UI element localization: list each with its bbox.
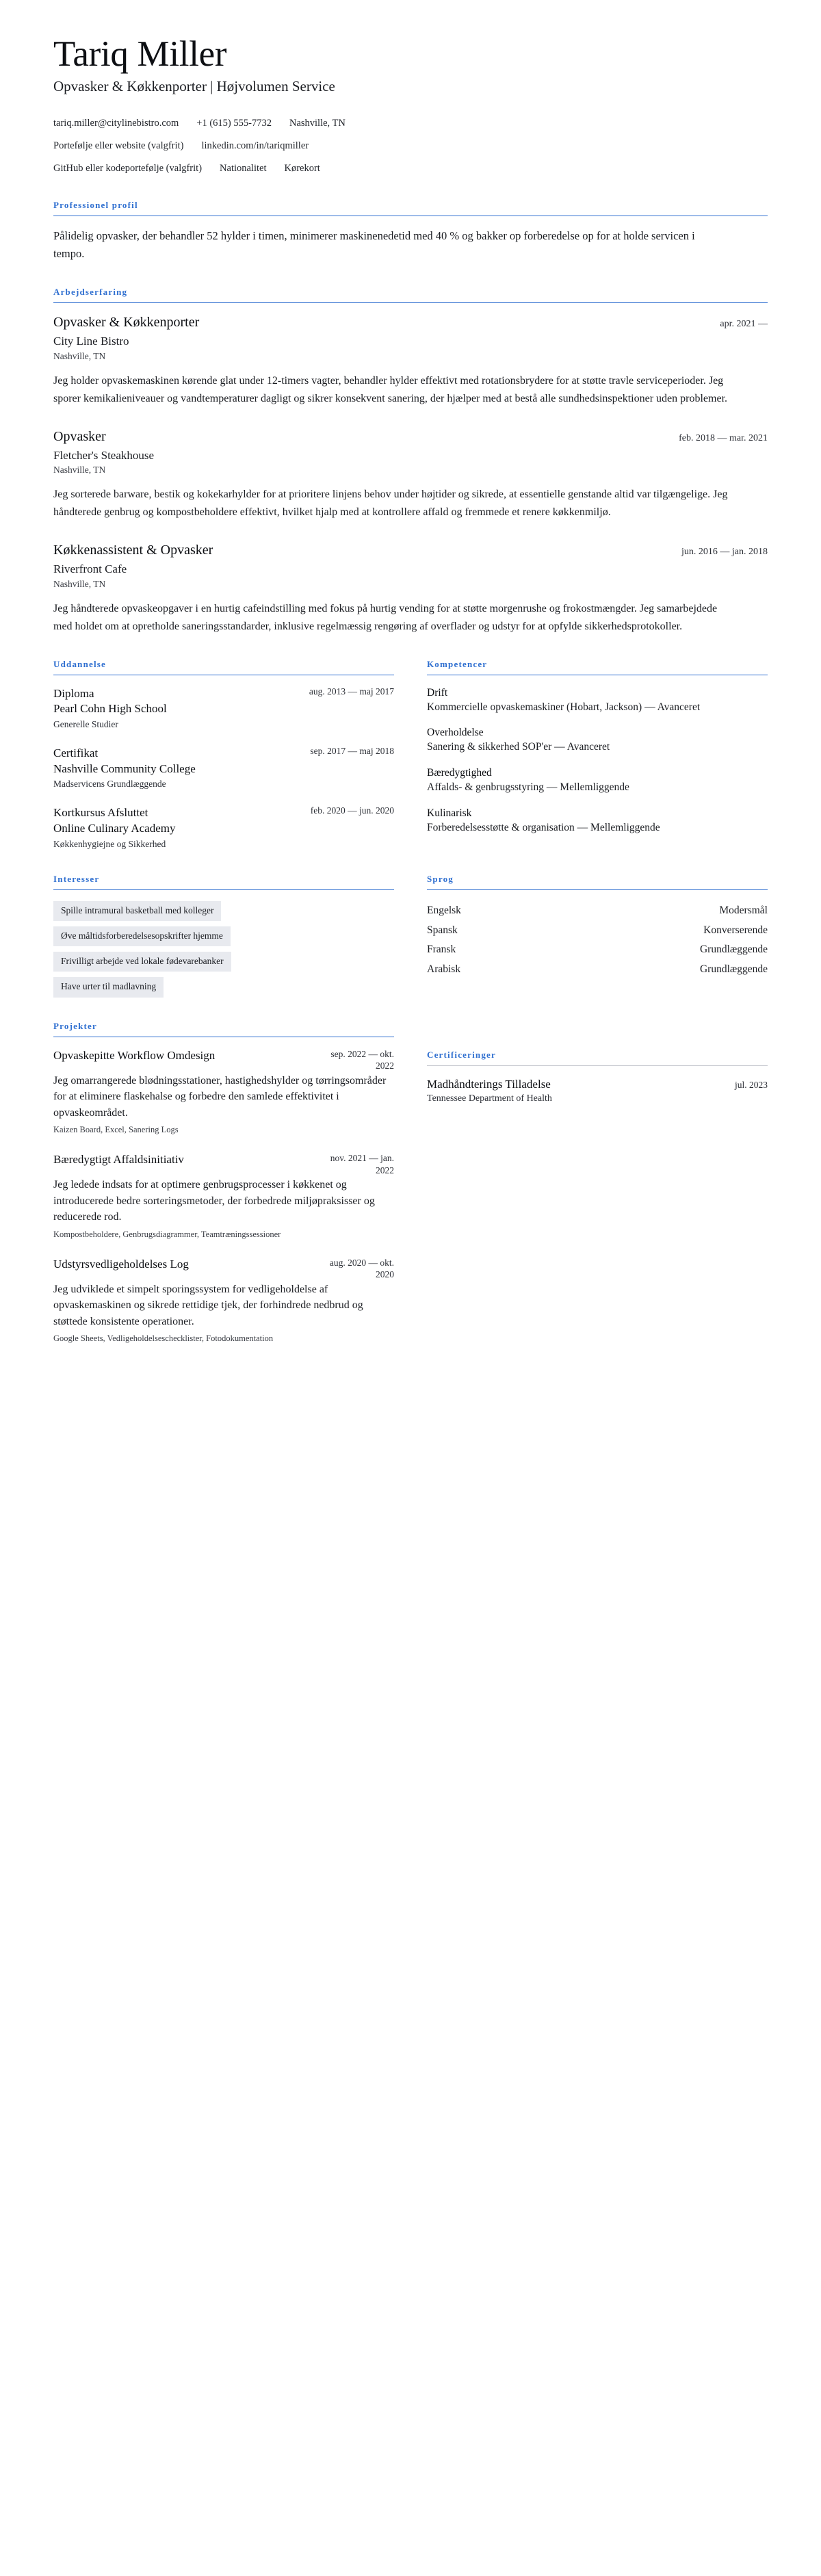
skill-category: Bæredygtighed [427,767,492,779]
experience-item-header [53,542,768,559]
contact-line-primary [53,116,768,131]
experience-location: Nashville, TN [53,350,106,361]
project-item [53,1257,394,1345]
education-item-header [53,686,394,731]
skills-list [427,686,768,835]
experience-location: Nashville, TN [53,465,106,476]
experience-role: Opvasker & Køkkenporter [53,315,200,330]
column-left-interests [53,874,394,998]
skill-detail: Kommercielle opvaskemaskiner (Hobart, Jackson) — Avanceret [427,701,701,713]
language-name: Spansk [427,924,458,936]
candidate-name: Tariq Miller [53,34,227,74]
experience-description: Jeg håndterede opvaskeopgaver i en hurtig cafeindstilling med fokus på hurtig vending for at støtte morgenrushe og frokostmængder. Jeg samarbejdede med holdet om at opretholde saneringsstandarder, inklusive regelmæssig rengøring af overflader og udstyr for at opfylde sikkerhedsprotokoller. [53,602,718,632]
language-level: Grundlæggende [699,944,768,956]
columns-projects-certifications [53,1021,768,1345]
experience-item-header [53,314,768,331]
education-main [53,746,300,790]
interest-chip: Spille intramural basketball med kolleger [53,901,221,921]
skill-detail: Forberedelsesstøtte & organisation — Mellemliggende [427,822,660,834]
experience-location: Nashville, TN [53,578,106,589]
education-school: Pearl Cohn High School [53,702,167,716]
contact-nationality: Nationalitet [220,162,267,174]
education-date: feb. 2020 — jun. 2020 [310,805,394,816]
education-degree: Diploma [53,686,94,700]
project-item [53,1048,394,1136]
contact-location: Nashville, TN [289,118,346,129]
education-item [53,805,394,850]
education-list [53,686,394,850]
language-row [427,940,768,960]
contact-line-secondary [53,139,768,154]
language-row [427,901,768,921]
experience-description: Jeg holder opvaskemaskinen kørende glat under 12-timers vagter, behandler hylder effektivt med rotationsbrydere for at støtte travle serviceperioder. Jeg sporer kemikalieniveauer og vandtemperaturer dagligt og sikrer konsekvent sanering, der hjælper med at bestå alle sundhedsinspektioner uden problemer. [53,374,728,404]
interest-chip: Øve måltidsforberedelsesopskrifter hjemme [53,926,231,946]
project-description: Jeg omarrangerede blødningsstationer, hastighedshylder og tørringsområder for at eliminere flaskehalse og forbedre den samlede effektivitet i opvaskeområdet. [53,1074,387,1119]
language-name: Engelsk [427,904,461,916]
contact-phone[interactable]: +1 (615) 555-7732 [196,118,272,129]
experience-item [53,428,768,522]
interest-chip: Have urter til madlavning [53,977,164,997]
section-heading-languages: Sprog [427,874,768,890]
education-school: Online Culinary Academy [53,822,176,835]
certification-issuer: Tennessee Department of Health [427,1093,552,1104]
language-level: Grundlæggende [699,963,768,975]
contact-driving-license: Kørekort [284,162,320,174]
project-item-header [53,1152,394,1176]
languages-list [427,901,768,979]
certification-date: jul. 2023 [734,1079,768,1090]
section-heading-skills: Kompetencer [427,659,768,675]
column-right-languages [427,874,768,979]
skill-category: Drift [427,686,448,699]
interest-chip: Frivilligt arbejde ved lokale fødevarebanker [53,952,231,972]
experience-role: Køkkenassistent & Opvasker [53,543,213,558]
project-description: Jeg ledede indsats for at optimere genbrugsprocesser i køkkenet og introducerede bedre sorteringsmetoder, der forbedrede miljøpraksisser og reducerede rod. [53,1179,375,1223]
education-item [53,746,394,790]
section-projects [53,1021,394,1345]
section-education [53,659,394,850]
education-date: aug. 2013 — maj 2017 [309,686,394,697]
contact-email[interactable]: tariq.miller@citylinebistro.com [53,118,179,129]
experience-company: Riverfront Cafe [53,562,127,576]
experience-item [53,542,768,636]
profile-summary-text: Pålidelig opvasker, der behandler 52 hylder i timen, minimerer maskinenedetid med 40 % og bakker op forberedelse op for at holde servicen i tempo. [53,229,695,261]
experience-company: City Line Bistro [53,335,129,348]
contact-linkedin[interactable]: linkedin.com/in/tariqmiller [201,140,309,152]
project-date: nov. 2021 — jan. 2022 [330,1153,394,1175]
language-row [427,921,768,941]
experience-company: Fletcher's Steakhouse [53,448,155,462]
contact-line-tertiary [53,161,768,177]
section-skills [427,659,768,835]
skill-item [427,726,768,755]
section-heading-projects: Projekter [53,1021,394,1037]
skill-detail: Sanering & sikkerhed SOP'er — Avanceret [427,741,610,753]
education-main [53,805,301,850]
language-row [427,960,768,980]
column-right-skills [427,659,768,835]
education-date: sep. 2017 — maj 2018 [310,746,394,757]
section-heading-profile: Professionel profil [53,200,768,216]
resume-header [53,36,768,177]
skill-item [427,686,768,715]
project-name: Udstyrsvedligeholdelses Log [53,1257,189,1271]
candidate-headline: Opvasker & Køkkenporter | Højvolumen Service [53,78,335,95]
columns-education-skills [53,659,768,850]
education-item [53,686,394,731]
section-heading-interests: Interesser [53,874,394,890]
project-tools: Google Sheets, Vedligeholdelseschecklister, Fotodokumentation [53,1333,274,1344]
projects-list [53,1048,394,1345]
education-field: Køkkenhygiejne og Sikkerhed [53,838,166,849]
project-name: Opvaskepitte Workflow Omdesign [53,1048,216,1062]
certification-name: Madhåndterings Tilladelse [427,1077,551,1091]
section-heading-certifications: Certificeringer [427,1050,768,1066]
skill-category: Overholdelse [427,727,484,739]
skill-item [427,766,768,795]
section-certifications [427,1050,768,1106]
education-main [53,686,300,731]
skill-detail: Affalds- & genbrugsstyring — Mellemliggende [427,781,629,794]
experience-item [53,314,768,408]
education-field: Madservicens Grundlæggende [53,779,166,790]
interests-list [53,901,394,998]
certification-item [427,1077,768,1106]
experience-list [53,314,768,636]
experience-date: apr. 2021 — [720,319,768,330]
education-degree: Kortkursus Afsluttet [53,806,148,820]
project-item [53,1152,394,1240]
columns-interests-languages [53,874,768,998]
language-name: Fransk [427,944,456,956]
project-tools: Kaizen Board, Excel, Sanering Logs [53,1125,179,1135]
project-item-header [53,1048,394,1072]
education-item-header [53,746,394,790]
section-profile [53,200,768,263]
section-heading-experience: Arbejdserfaring [53,287,768,303]
section-interests [53,874,394,998]
experience-role: Opvasker [53,428,106,444]
section-experience [53,287,768,636]
language-name: Arabisk [427,963,461,975]
section-languages [427,874,768,979]
education-degree: Certifikat [53,746,99,760]
experience-description: Jeg sorterede barware, bestik og kokekarhylder for at prioritere linjens behov under højtider og sikrede, at essentielle genstande altid var tilgængelige. Jeg håndterede genbrug og kompostbeholdere effektivt, hvilket hjalp med at kontrollere affald og fremmede et renere køkkenmiljø. [53,489,728,519]
contact-portfolio[interactable]: Portefølje eller website (valgfrit) [53,140,184,152]
certification-item-header [427,1077,768,1092]
language-level: Modersmål [719,904,768,916]
contact-github[interactable]: GitHub eller kodeportefølje (valgfrit) [53,162,203,174]
education-school: Nashville Community College [53,762,196,775]
experience-date: jun. 2016 — jan. 2018 [681,547,768,558]
skill-category: Kulinarisk [427,807,472,820]
project-item-header [53,1257,394,1281]
section-heading-education: Uddannelse [53,659,394,675]
project-date: sep. 2022 — okt. 2022 [330,1048,394,1071]
column-left-education [53,659,394,850]
project-name: Bæredygtigt Affaldsinitiativ [53,1153,184,1167]
project-date: aug. 2020 — okt. 2020 [329,1257,394,1280]
project-tools: Kompostbeholdere, Genbrugsdiagrammer, Teamtræningssessioner [53,1229,281,1239]
certifications-list [427,1077,768,1106]
experience-item-header [53,428,768,445]
project-description: Jeg udviklede et simpelt sporingssystem for vedligeholdelse af opvaskemaskinen og sikrede rettidige tjek, der forhindrede nedbrud og støttede konsistente operationer. [53,1283,363,1327]
skill-item [427,807,768,835]
column-left-projects [53,1021,394,1345]
language-level: Konverserende [703,924,768,936]
education-field: Generelle Studier [53,718,118,729]
education-item-header [53,805,394,850]
column-right-certifications [427,1021,768,1106]
experience-date: feb. 2018 — mar. 2021 [679,432,768,443]
